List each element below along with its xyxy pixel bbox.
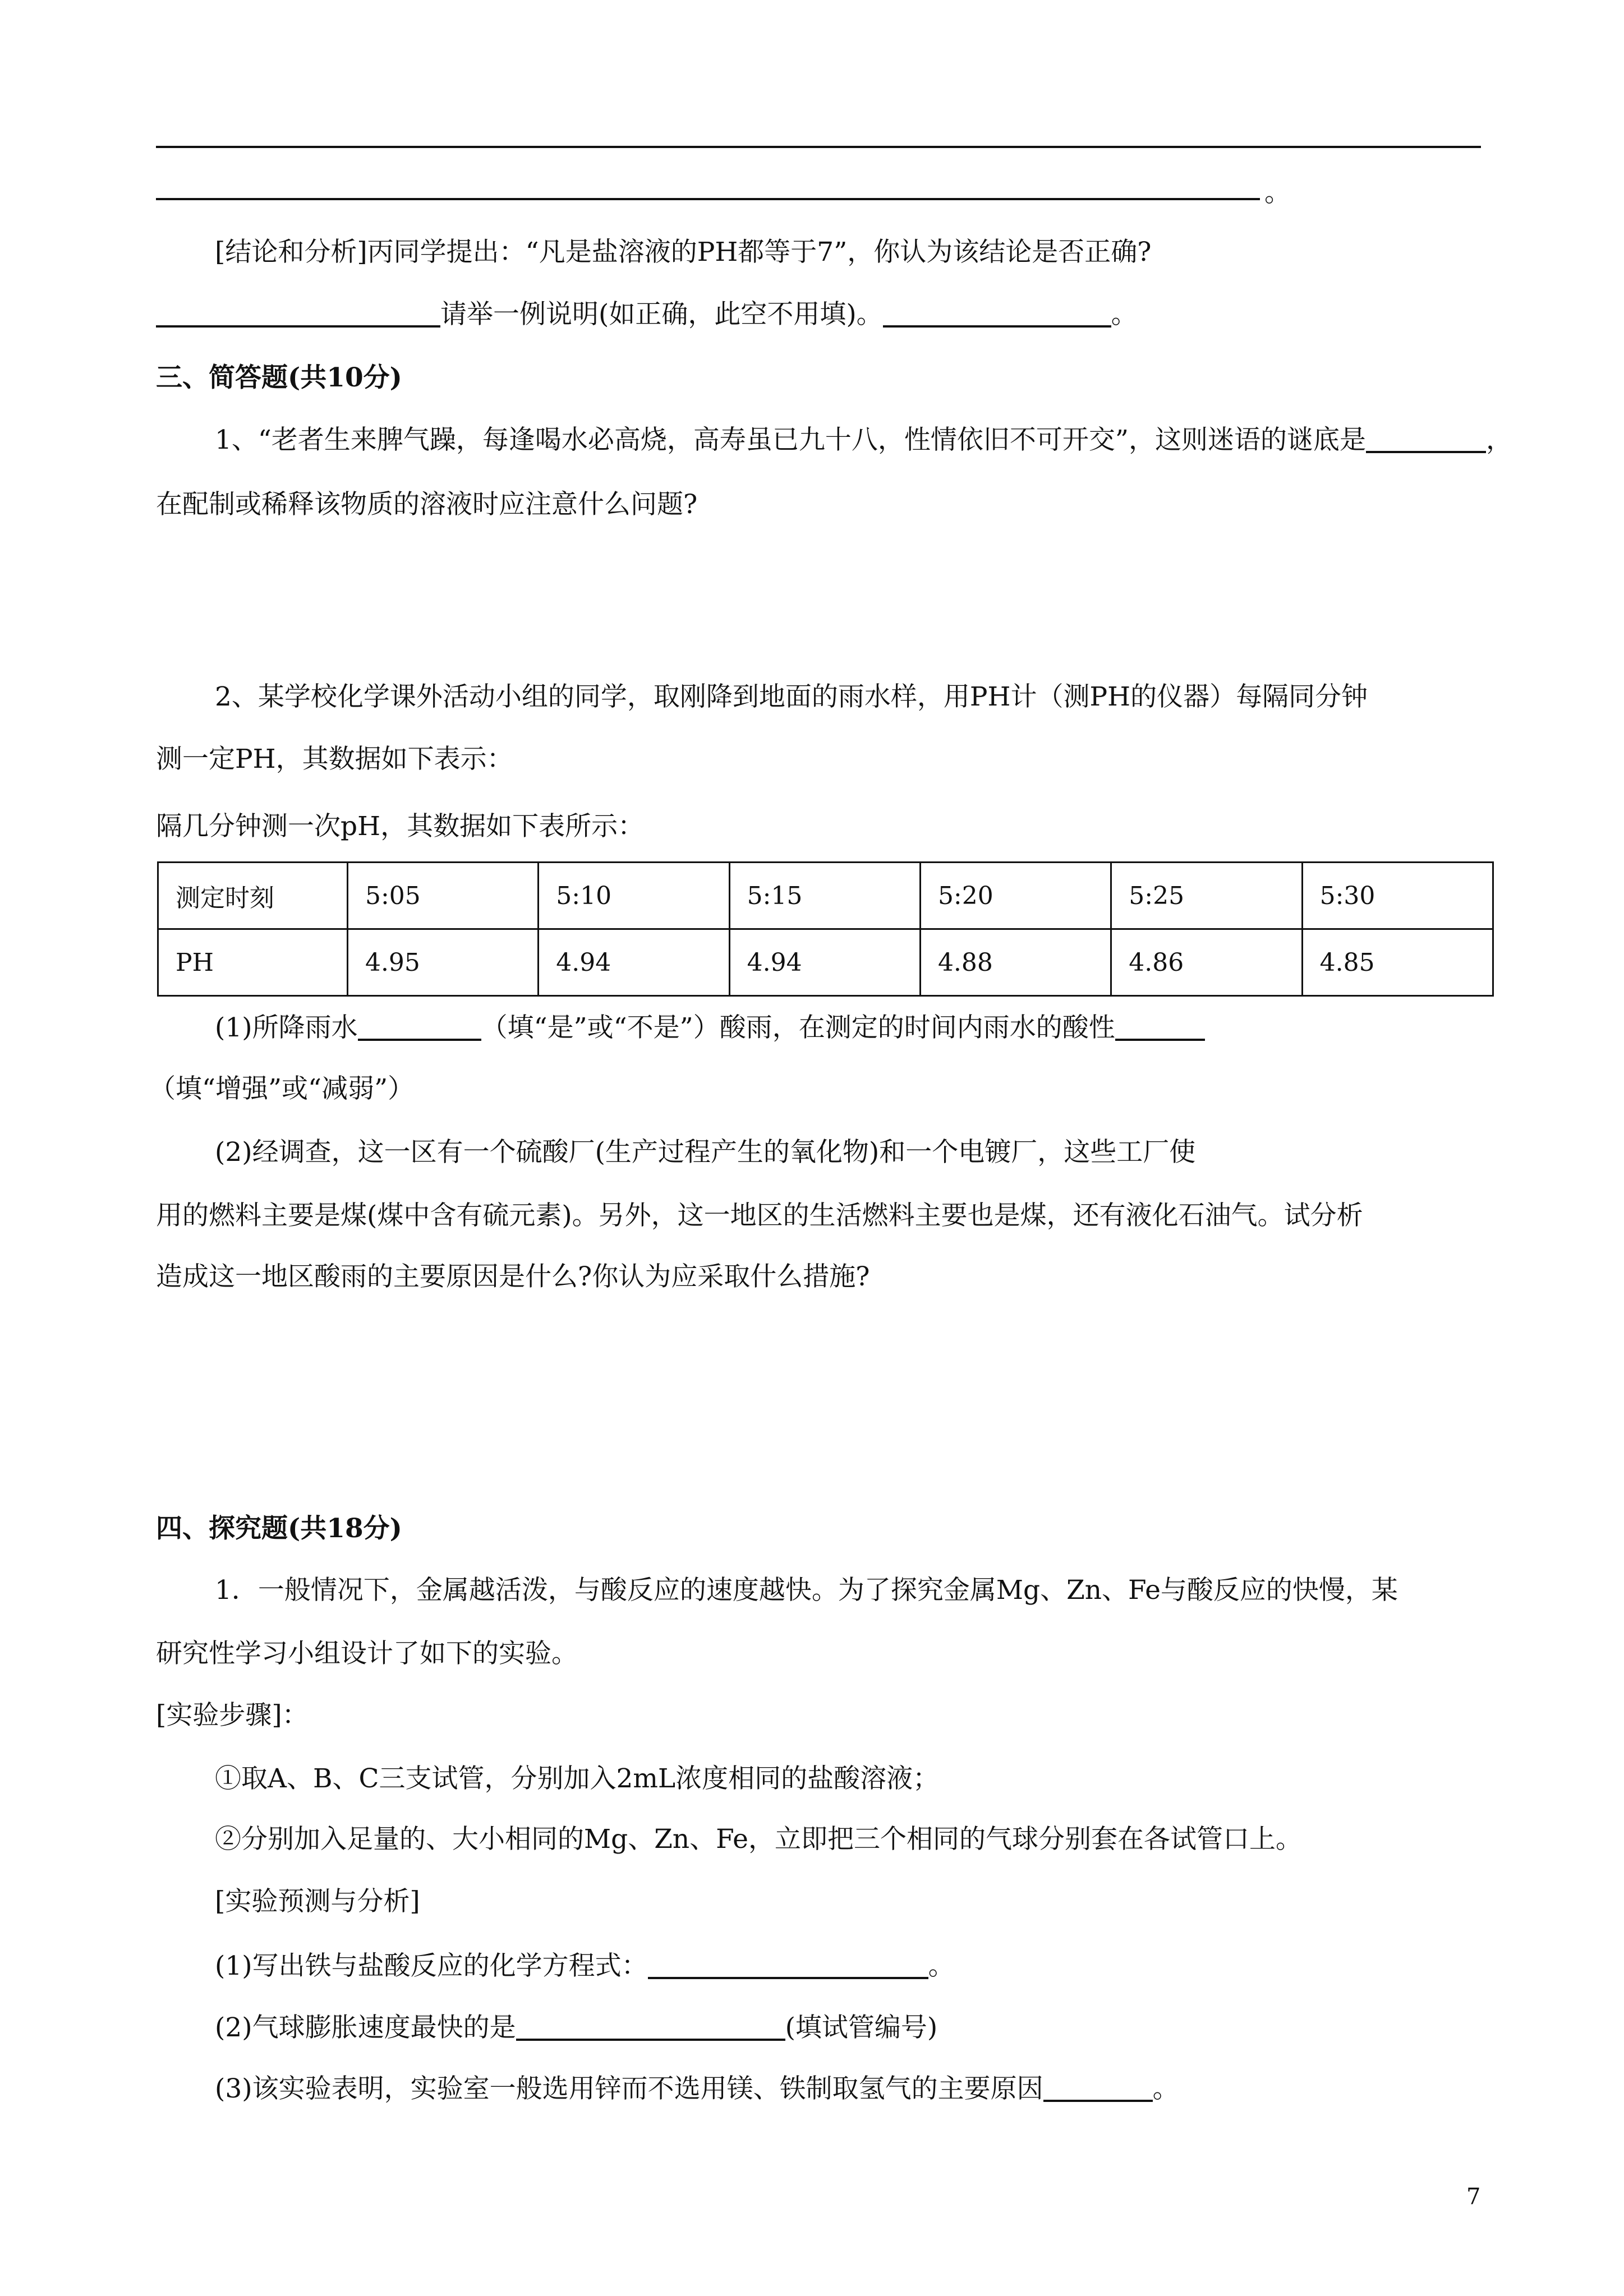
table-cell: 5:25 <box>1111 863 1302 929</box>
acidity-trend-blank[interactable] <box>1115 1013 1205 1041</box>
riddle-answer-blank[interactable] <box>1366 425 1486 453</box>
table-cell: 5:30 <box>1302 863 1493 929</box>
table-cell-time-label: 测定时刻 <box>158 863 348 929</box>
table-cell-ph-label: PH <box>158 929 348 996</box>
sentence-end-mark: 。 <box>1264 177 1291 208</box>
answer-line-top <box>156 146 1481 148</box>
conclusion-blank-2[interactable] <box>883 299 1111 328</box>
conclusion-question: [结论和分析]丙同学提出：“凡是盐溶液的PH都等于7”，你认为该结论是否正确? <box>215 237 1152 268</box>
experiment-steps-title: [实验步骤]： <box>156 1700 309 1731</box>
table-cell: 4.86 <box>1111 929 1302 996</box>
analysis-title: [实验预测与分析] <box>215 1886 420 1917</box>
table-row <box>158 863 1493 929</box>
section-3-q1-line2: 在配制或稀释该物质的溶液时应注意什么问题? <box>156 489 698 520</box>
table-cell: 4.94 <box>539 929 729 996</box>
section-3-title: 三、简答题(共10分) <box>156 362 402 393</box>
fastest-balloon-blank[interactable] <box>516 2013 785 2041</box>
experiment-step-1: ①取A、B、C三支试管，分别加入2mL浓度相同的盐酸溶液； <box>215 1763 940 1794</box>
section-3-sub2-line1: (2)经调查，这一区有一个硫酸厂(生产过程产生的氧化物)和一个电镀厂，这些工厂使 <box>215 1137 1196 1168</box>
table-cell: 4.85 <box>1302 929 1493 996</box>
section-4-q1-line1: 1．一般情况下，金属越活泼，与酸反应的速度越快。为了探究金属Mg、Zn、Fe与酸反应的快慢，某 <box>215 1575 1398 1606</box>
analysis-1-text: (1)写出铁与盐酸反应的化学方程式： <box>215 1951 648 1981</box>
section-3-sub1-line2: （填“增强”或“减弱”） <box>149 1073 415 1104</box>
acid-rain-blank[interactable] <box>358 1013 481 1041</box>
sub1-start-text: (1)所降雨水 <box>215 1012 358 1043</box>
analysis-3-text: (3)该实验表明，实验室一般选用锌而不选用镁、铁制取氢气的主要原因 <box>215 2073 1043 2104</box>
table-cell: 5:20 <box>920 863 1111 929</box>
conclusion-middle-text: 请举一例说明(如正确，此空不用填)。 <box>440 299 883 330</box>
table-row <box>158 929 1493 996</box>
analysis-2-end: (填试管编号) <box>785 2012 938 2043</box>
analysis-2-text: (2)气球膨胀速度最快的是 <box>215 2012 516 2043</box>
section-3-sub2-line3: 造成这一地区酸雨的主要原因是什么?你认为应采取什么措施? <box>156 1261 870 1292</box>
conclusion-blank-1[interactable] <box>156 299 440 328</box>
analysis-question-3 <box>215 2074 1179 2102</box>
section-3-q2-line3: 隔几分钟测一次pH，其数据如下表所示： <box>156 811 645 842</box>
ph-data-table <box>157 861 1494 992</box>
section-4-q1-line2: 研究性学习小组设计了如下的实验。 <box>156 1638 578 1669</box>
section-3-q2-line1: 2、某学校化学课外活动小组的同学，取刚降到地面的雨水样，用PH计（测PH的仪器）每隔同分钟 <box>215 681 1368 712</box>
section-3-q2-line2: 测一定PH，其数据如下表示： <box>156 744 513 774</box>
equation-blank[interactable] <box>648 1951 928 1979</box>
sub1-middle-text: （填“是”或“不是”）酸雨，在测定的时间内雨水的酸性 <box>481 1012 1115 1043</box>
answer-line-second <box>156 198 1260 200</box>
section-3-q1-comma: ， <box>1485 425 1512 455</box>
page-number: 7 <box>1466 2184 1481 2210</box>
table-cell: 4.95 <box>347 929 538 996</box>
table-cell: 4.88 <box>920 929 1111 996</box>
conclusion-answer-row <box>156 299 1138 328</box>
section-3-q1-line1 <box>215 425 1512 453</box>
reason-blank[interactable] <box>1043 2074 1153 2102</box>
analysis-question-2 <box>215 2013 937 2041</box>
section-3-sub1-line1 <box>215 1013 1205 1041</box>
analysis-question-1 <box>215 1951 955 1979</box>
section-3-sub2-line2: 用的燃料主要是煤(煤中含有硫元素)。另外，这一地区的生活燃料主要也是煤，还有液化石油气。试分析 <box>156 1200 1363 1231</box>
table-cell: 5:15 <box>729 863 920 929</box>
analysis-3-end: 。 <box>1152 2073 1179 2104</box>
table-cell: 5:10 <box>539 863 729 929</box>
table-cell: 5:05 <box>347 863 538 929</box>
analysis-1-end: 。 <box>928 1951 955 1981</box>
conclusion-end-mark: 。 <box>1111 299 1138 330</box>
experiment-step-2: ②分别加入足量的、大小相同的Mg、Zn、Fe，立即把三个相同的气球分别套在各试管口上。 <box>215 1824 1302 1855</box>
ph-table <box>157 861 1494 997</box>
section-4-title: 四、探究题(共18分) <box>156 1513 402 1544</box>
section-3-q1-text: 1、“老者生来脾气躁，每逢喝水必高烧，高寿虽已九十八，性情依旧不可开交”，这则迷语的谜底是 <box>215 425 1366 455</box>
table-cell: 4.94 <box>729 929 920 996</box>
